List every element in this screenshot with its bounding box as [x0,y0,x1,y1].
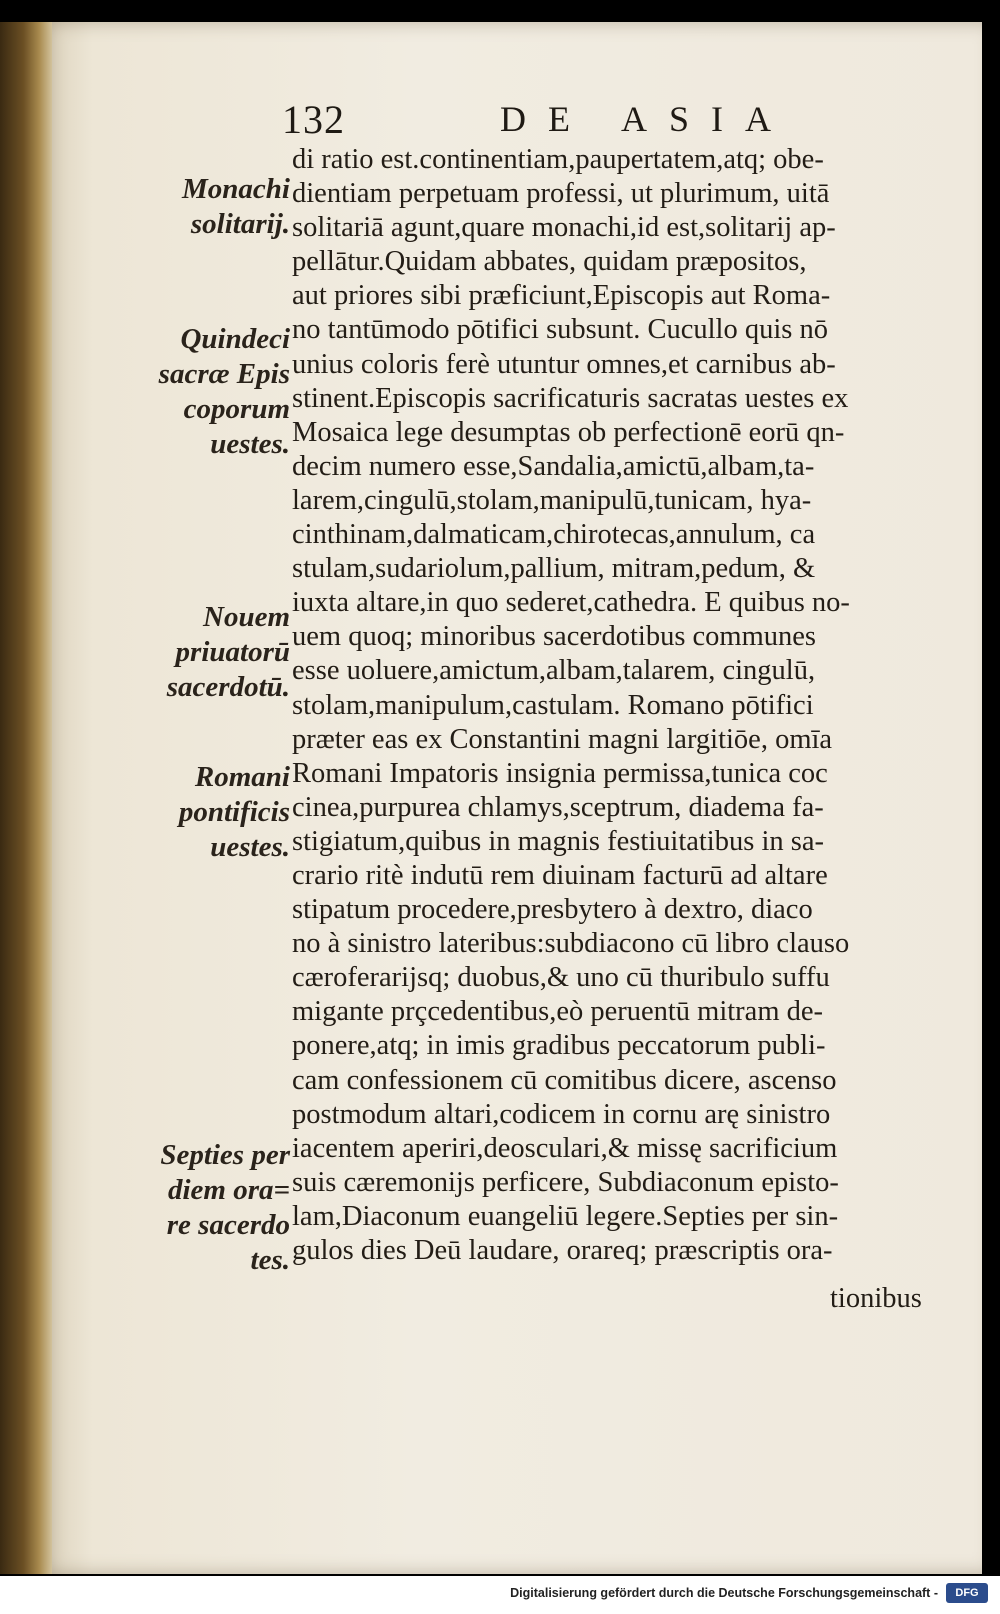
margin-note-line: uestes. [210,831,290,863]
text-line: gulos dies Deū laudare, orareq; præscriptis ora- [292,1235,833,1266]
text-line: esse uoluere,amictum,albam,talarem, cingulū, [292,655,816,687]
text-line: migante prçcedentibus,eò peruentū mitram de- [292,996,824,1028]
page-number: 132 [282,97,345,142]
margin-note-line: tes. [250,1244,290,1276]
dfg-logo: DFG [946,1583,988,1603]
margin-note-line: sacerdotū. [166,671,290,703]
margin-note-line: pontificis [178,796,290,828]
margin-note-septies [160,1138,290,1278]
text-line: cam confessionem cū comitibus dicere, ascenso [292,1064,837,1096]
text-line: Mosaica lege desumptas ob perfectionē eorū qn- [292,416,845,448]
margin-note-line: Nouem [203,601,290,633]
margin-note-line: diem ora= [167,1174,290,1206]
margin-note-line: uestes. [210,428,290,460]
text-line: cinea,purpurea chlamys,sceptrum, diadema fa- [292,791,824,823]
text-line: stulam,sudariolum,pallium, mitram,pedum, & [292,553,816,585]
page-header [0,96,1000,146]
margin-note-monachi [182,172,290,242]
margin-note-line: re sacerdo [166,1209,290,1241]
text-line: no à sinistro lateribus:subdiacono cū libro clauso [292,928,850,960]
margin-note-romani [179,760,290,865]
text-line: ponere,atq; in imis gradibus peccatorum publi- [292,1030,826,1062]
text-line: stinent.Episcopis sacrificaturis sacratas uestes ex [292,382,849,414]
text-line: stipatum procedere,presbytero à dextro, diaco [292,894,813,926]
text-line: præter eas ex Constantini magni largitiōe, omīa [292,723,833,755]
text-line: cinthinam,dalmaticam,chirotecas,annulum, ca [292,519,816,551]
margin-note-line: solitarij. [190,208,290,240]
margin-note-line: Romani [194,761,290,793]
margin-note-line: Septies per [160,1139,290,1171]
text-line: stolam,manipulum,castulam. Romano pōtifici [292,689,814,721]
text-line: cæroferarijsq; duobus,& uno cū thuribulo suffu [292,962,830,994]
text-line: unius coloris ferè utuntur omnes,et carnibus ab- [292,348,836,380]
funding-credit: Digitalisierung gefördert durch die Deutsche Forschungsgemeinschaft - [510,1586,938,1600]
text-line: aut priores sibi præficiunt,Episcopis aut Roma- [292,280,831,312]
margin-note-nouem [167,600,290,705]
text-line: suis cæremonijs perficere, Subdiaconum episto- [292,1166,839,1198]
running-head: DE ASIA [500,99,794,139]
text-line: no tantūmodo pōtifici subsunt. Cucullo quis nō [292,314,828,346]
text-line: decim numero esse,Sandalia,amictū,albam,ta- [292,450,815,482]
text-line: iuxta altare,in quo sederet,cathedra. E quibus no- [292,587,850,619]
text-line: larem,cingulū,stolam,manipulū,tunicam, hya- [292,484,812,516]
margin-note-line: sacræ Epis [158,358,290,390]
margin-note-quindecim [159,322,290,462]
text-line: stigiatum,quibus in magnis festiuitatibus in sa- [292,825,824,857]
text-line: pellātur.Quidam abbates, quidam præpositos, [292,246,807,278]
footer-bar [0,1576,1000,1614]
catchword: tionibus [830,1283,922,1314]
text-line: dientiam perpetuam professi, ut plurimum, uitā [292,178,830,210]
text-line: lam,Diaconum euangeliū legere.Septies per sin- [292,1200,839,1232]
margin-note-line: priuatorū [175,636,290,668]
text-line: uem quoq; minoribus sacerdotibus communes [292,621,817,653]
text-line: crario ritè indutū rem diuinam facturū ad altare [292,859,828,891]
text-line: Romani Impatoris insignia permissa,tunica coc [292,757,828,789]
text-line: di ratio est.continentiam,paupertatem,atq; obe- [292,144,824,175]
main-text-column [292,143,972,1268]
text-line: solitariā agunt,quare monachi,id est,solitarij ap- [292,212,836,244]
margin-note-line: Quindeci [180,323,290,355]
margin-note-line: Monachi [182,173,290,205]
margin-note-line: coporum [183,393,290,425]
text-line: iacentem aperiri,deosculari,& missę sacrificium [292,1132,838,1164]
text-line: postmodum altari,codicem in cornu arę sinistro [292,1098,831,1130]
book-binding-edge [0,22,52,1574]
